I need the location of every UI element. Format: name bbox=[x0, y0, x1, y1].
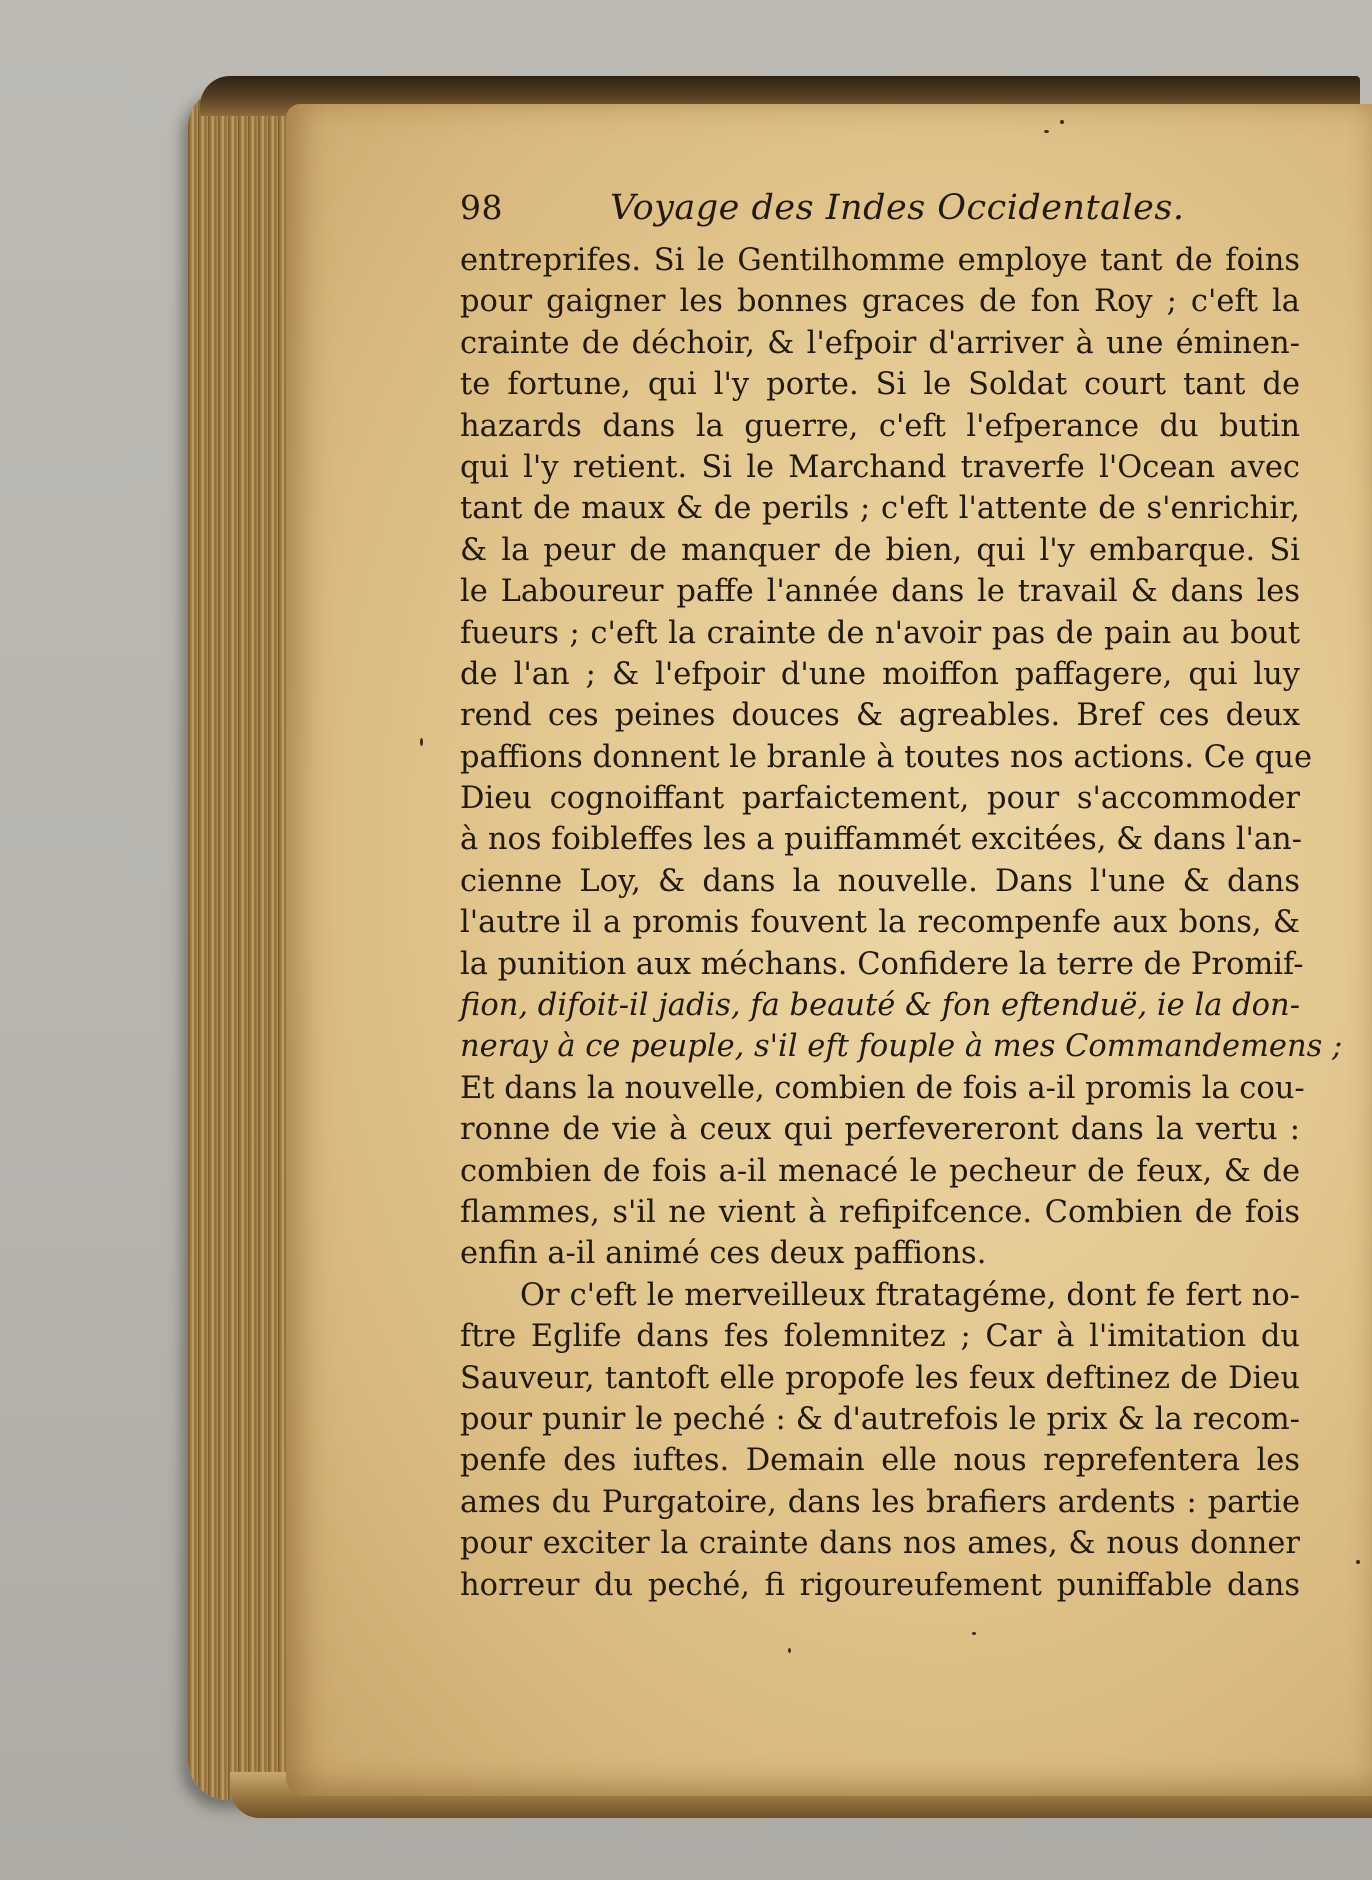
text-line: le Laboureur paffe l'année dans le travail & dans les bbox=[460, 574, 1300, 610]
text-line: ames du Purgatoire, dans les brafiers ardents : partie bbox=[460, 1484, 1300, 1520]
text-line: Sauveur, tantoft elle propofe les feux deftinez de Dieu bbox=[460, 1360, 1300, 1396]
text-line: enfin a-il animé ces deux paffions. bbox=[460, 1236, 987, 1272]
text-line: horreur du peché, fi rigoureufement puniffable dans bbox=[460, 1567, 1300, 1603]
paragraph-2 bbox=[460, 1275, 1300, 1606]
text-line: pour gaigner les bonnes graces de fon Roy ; c'eft la bbox=[460, 284, 1300, 320]
text-line: Dieu cognoiffant parfaictement, pour s'accommoder bbox=[460, 781, 1300, 817]
text-line: Or c'eft le merveilleux ftratagéme, dont fe fert no- bbox=[520, 1277, 1300, 1313]
text-line: fion, difoit-il jadis, fa beauté & fon eftenduë, ie la don- bbox=[460, 988, 1300, 1024]
running-title: Voyage des Indes Occidentales. bbox=[610, 188, 1185, 228]
text-line: & la peur de manquer de bien, qui l'y embarque. Si bbox=[460, 532, 1300, 568]
running-head bbox=[460, 188, 1300, 240]
text-line: Et dans la nouvelle, combien de fois a-il promis la cou- bbox=[460, 1070, 1305, 1106]
text-line: de l'an ; & l'efpoir d'une moiffon paffagere, qui luy bbox=[460, 656, 1300, 692]
text-line: qui l'y retient. Si le Marchand traverfe l'Ocean avec bbox=[460, 449, 1300, 485]
text-line: ftre Eglife dans fes folemnitez ; Car à l'imitation du bbox=[460, 1319, 1300, 1355]
page-number: 98 bbox=[460, 188, 503, 227]
page-text bbox=[460, 188, 1343, 1606]
text-line: combien de fois a-il menacé le pecheur de feux, & de bbox=[460, 1153, 1300, 1189]
text-line: penfe des iuftes. Demain elle nous reprefentera les bbox=[460, 1443, 1300, 1479]
text-line: tant de maux & de perils ; c'eft l'attente de s'enrichir, bbox=[460, 491, 1300, 527]
paragraph-1 bbox=[460, 240, 1343, 1275]
text-line: pour punir le peché : & d'autrefois le prix & la recom- bbox=[460, 1401, 1300, 1437]
text-line: à nos foibleffes les a puiffammét excitées, & dans l'an- bbox=[460, 822, 1302, 858]
text-line: flammes, s'il ne vient à refipifcence. Combien de fois bbox=[460, 1194, 1300, 1230]
text-line: crainte de déchoir, & l'efpoir d'arriver à une éminen- bbox=[460, 325, 1300, 361]
text-line: entreprifes. Si le Gentilhomme employe tant de foins bbox=[460, 243, 1300, 278]
text-line: ronne de vie à ceux qui perfevereront dans la vertu : bbox=[460, 1112, 1300, 1148]
text-line: pour exciter la crainte dans nos ames, & nous donner bbox=[460, 1526, 1300, 1562]
text-line: cienne Loy, & dans la nouvelle. Dans l'une & dans bbox=[460, 863, 1300, 899]
text-line: fueurs ; c'eft la crainte de n'avoir pas de pain au bout bbox=[460, 615, 1300, 651]
text-line: te fortune, qui l'y porte. Si le Soldat court tant de bbox=[460, 367, 1300, 403]
text-line: paffions donnent le branle à toutes nos actions. Ce que bbox=[460, 739, 1313, 775]
text-line: rend ces peines douces & agreables. Bref ces deux bbox=[460, 698, 1300, 734]
text-line: hazards dans la guerre, c'eft l'efperance du butin bbox=[460, 408, 1300, 444]
text-line: la punition aux méchans. Confidere la terre de Promif- bbox=[460, 946, 1304, 982]
text-line: l'autre il a promis fouvent la recompenfe aux bons, & bbox=[460, 905, 1300, 941]
text-line: neray à ce peuple, s'il eft fouple à mes Commandemens ; bbox=[460, 1029, 1343, 1065]
